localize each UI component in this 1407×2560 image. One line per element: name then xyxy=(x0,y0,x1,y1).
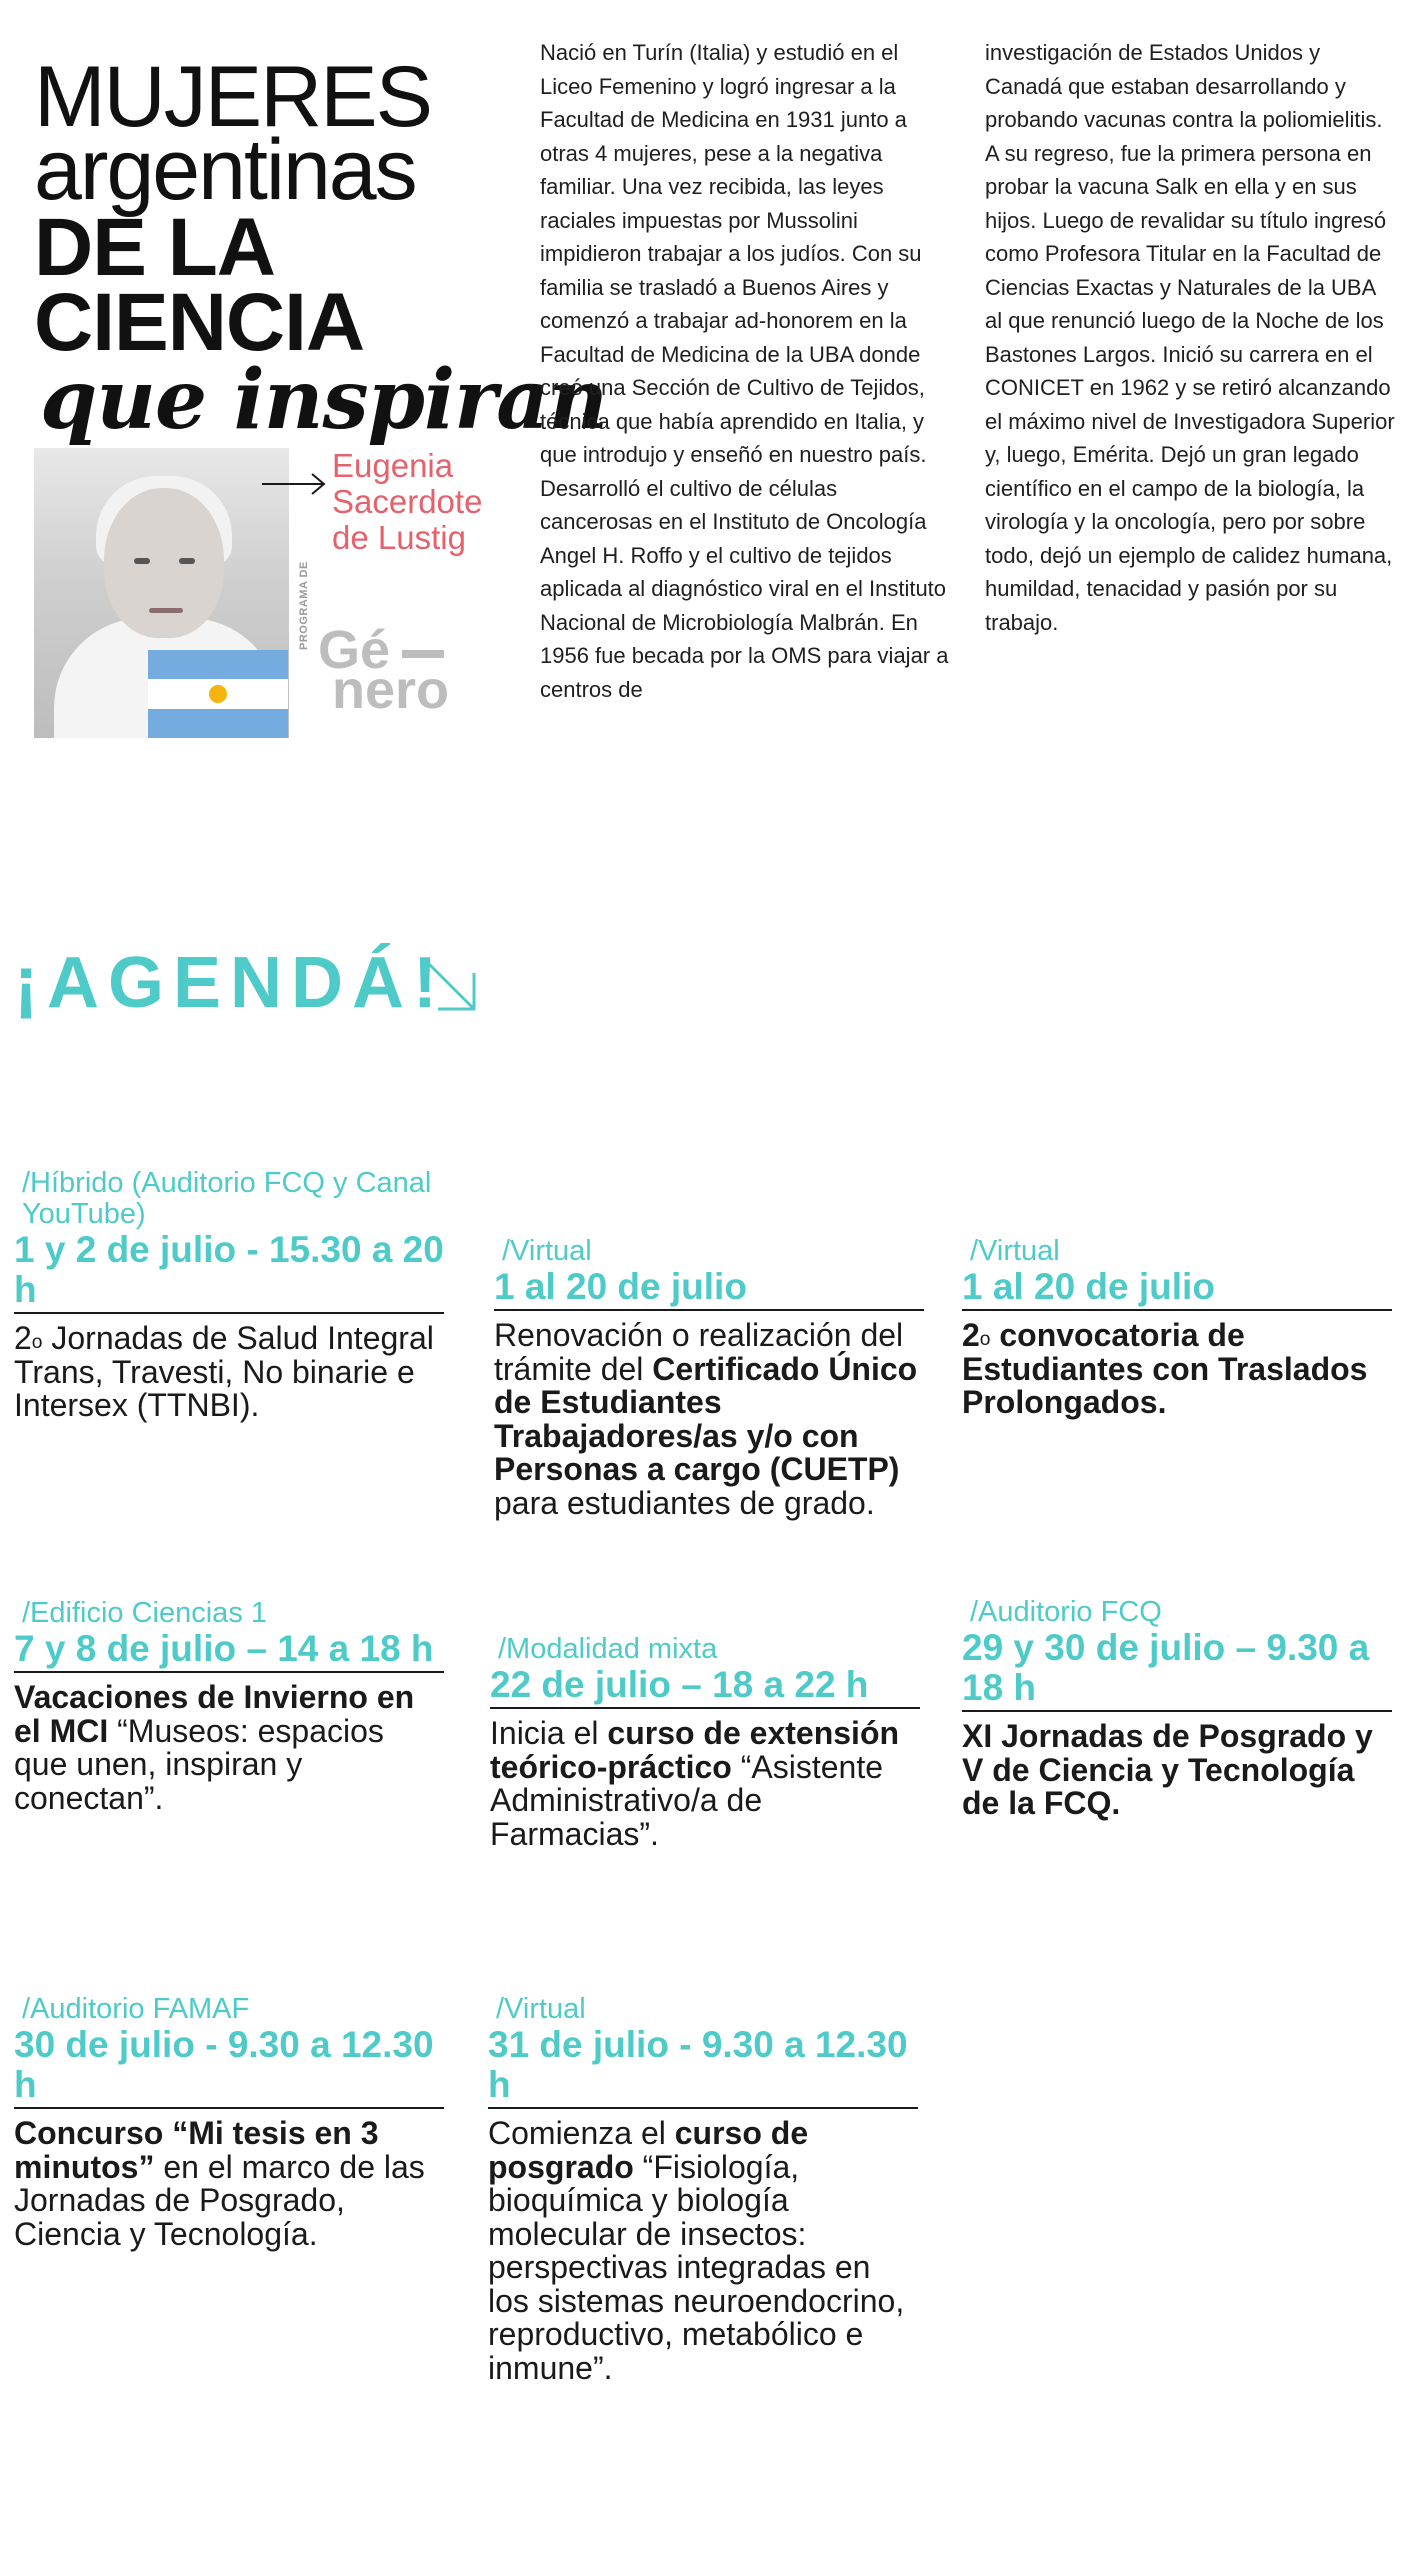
event-location: /Virtual xyxy=(970,1235,1060,1267)
bio-column-2: investigación de Estados Unidos y Canadá que estaban desarrollando y probando vacunas contra la poliomielitis. A su regreso, fue la primera persona en probar la vacuna Salk en ella y en sus hijos. Luego de revalidar su título ingresó como Profesora Titular en la Facultad de Ciencias Exactas y Naturales de la UBA al que renunció luego de la Noche de los Bastones Largos. Inició su carrera en el CONICET en 1962 y se retiró alcanzando el máximo nivel de Investigadora Superior y, luego, Emérita. Dejó un gran legado científico en el campo de la biología, la virología y la oncología, pero por sobre todo, dejó un ejemplo de calidez humana, humildad, tenacidad y pasión por su trabajo. xyxy=(985,40,1395,635)
event-description: Vacaciones de Invierno en el MCI “Museos: espacios que unen, inspiran y conectan”. xyxy=(14,1679,415,1816)
event-description: 2$^o$ Jornadas de Salud Integral Trans, Travesti, No binarie e Intersex (TTNBI). xyxy=(14,1320,434,1423)
event-date: 1 y 2 de julio - 15.30 a 20 h xyxy=(14,1229,444,1310)
event-description: Concurso “Mi tesis en 3 minutos” en el marco de las Jornadas de Posgrado, Ciencia y Tecnología. xyxy=(14,2115,425,2252)
event-date: 7 y 8 de julio – 14 a 18 h xyxy=(14,1628,434,1669)
headline-line-3: DE LA xyxy=(34,202,275,293)
event-location: /Auditorio FAMAF xyxy=(22,1993,250,2025)
event-description: Renovación o realización del trámite del Certificado Único de Estudiantes Trabajadores/as y/o con Personas a cargo (CUETP) para estudiantes de grado. xyxy=(494,1317,918,1521)
agenda-event xyxy=(14,1994,444,2251)
program-label: PROGRAMA DE xyxy=(298,561,310,650)
event-description: Inicia el curso de extensión teórico-práctico “Asistente Administrativo/a de Farmacias”. xyxy=(490,1715,900,1852)
event-date: 29 y 30 de julio – 9.30 a 18 h xyxy=(962,1627,1370,1708)
agenda-event xyxy=(14,1598,444,1815)
event-date: 1 al 20 de julio xyxy=(494,1266,747,1307)
genero-logo-dash xyxy=(402,650,444,658)
event-location: /Edificio Ciencias 1 xyxy=(22,1597,267,1629)
arrow-down-right-icon xyxy=(420,955,480,1015)
agenda-event xyxy=(494,1236,924,1520)
event-date: 30 de julio - 9.30 a 12.30 h xyxy=(14,2024,434,2105)
agenda-event xyxy=(488,1994,918,2385)
agenda-title: ¡AGENDÁ! xyxy=(14,943,446,1023)
event-location: /Virtual xyxy=(496,1993,586,2025)
argentina-flag-icon xyxy=(148,650,288,738)
agenda-event xyxy=(14,1168,444,1423)
agenda-event xyxy=(490,1634,920,1851)
person-name: Eugenia Sacerdote de Lustig xyxy=(332,447,483,556)
headline-line-1: MUJERES xyxy=(34,49,431,145)
event-location: /Virtual xyxy=(502,1235,592,1267)
event-description: 2$^o$ convocatoria de Estudiantes con Traslados Prolongados. xyxy=(962,1317,1368,1420)
arrow-right-icon xyxy=(262,472,327,496)
event-location: /Híbrido (Auditorio FCQ y Canal YouTube) xyxy=(22,1167,432,1230)
headline-line-2: argentinas xyxy=(34,122,416,218)
agenda-event xyxy=(962,1236,1392,1420)
event-description: XI Jornadas de Posgrado y V de Ciencia y Tecnología de la FCQ. xyxy=(962,1718,1373,1821)
genero-logo-part2: nero xyxy=(332,660,450,720)
headline-line-4: CIENCIA xyxy=(34,277,365,368)
bio-column-1: Nació en Turín (Italia) y estudió en el Liceo Femenino y logró ingresar a la Facultad de Medicina en 1931 junto a otras 4 mujeres, pese a la negativa familiar. Una vez recibida, las leyes raciales impuestas por Mussolini impidieron trabajar a los judíos. Con su familia se trasladó a Buenos Aires y comenzó a trabajar ad-honorem en la Facultad de Medicina de la UBA donde creó una Sección de Cultivo de Tejidos, técnica que había aprendido en Italia, y que introdujo y enseñó en nuestro país. Desarrolló el cultivo de células cancerosas en el Instituto de Oncología Angel H. Roffo y el cultivo de tejidos aplicada al diagnóstico viral en el Instituto Nacional de Microbiología Malbrán. En 1956 fue becada por la OMS para viajar a centros de xyxy=(540,40,949,702)
event-location: /Modalidad mixta xyxy=(498,1633,718,1665)
agenda-event xyxy=(962,1597,1392,1821)
headline-line-5: que inspiran xyxy=(40,352,608,448)
event-date: 31 de julio - 9.30 a 12.30 h xyxy=(488,2024,908,2105)
event-date: 22 de julio – 18 a 22 h xyxy=(490,1664,869,1705)
event-date: 1 al 20 de julio xyxy=(962,1266,1215,1307)
event-description: Comienza el curso de posgrado “Fisiología, bioquímica y biología molecular de insectos: perspectivas integradas en los sistemas neuroendocrino, reproductivo, metabólico e inmune”. xyxy=(488,2115,905,2386)
event-location: /Auditorio FCQ xyxy=(970,1596,1162,1628)
genero-logo-part1: Gé xyxy=(318,620,391,680)
